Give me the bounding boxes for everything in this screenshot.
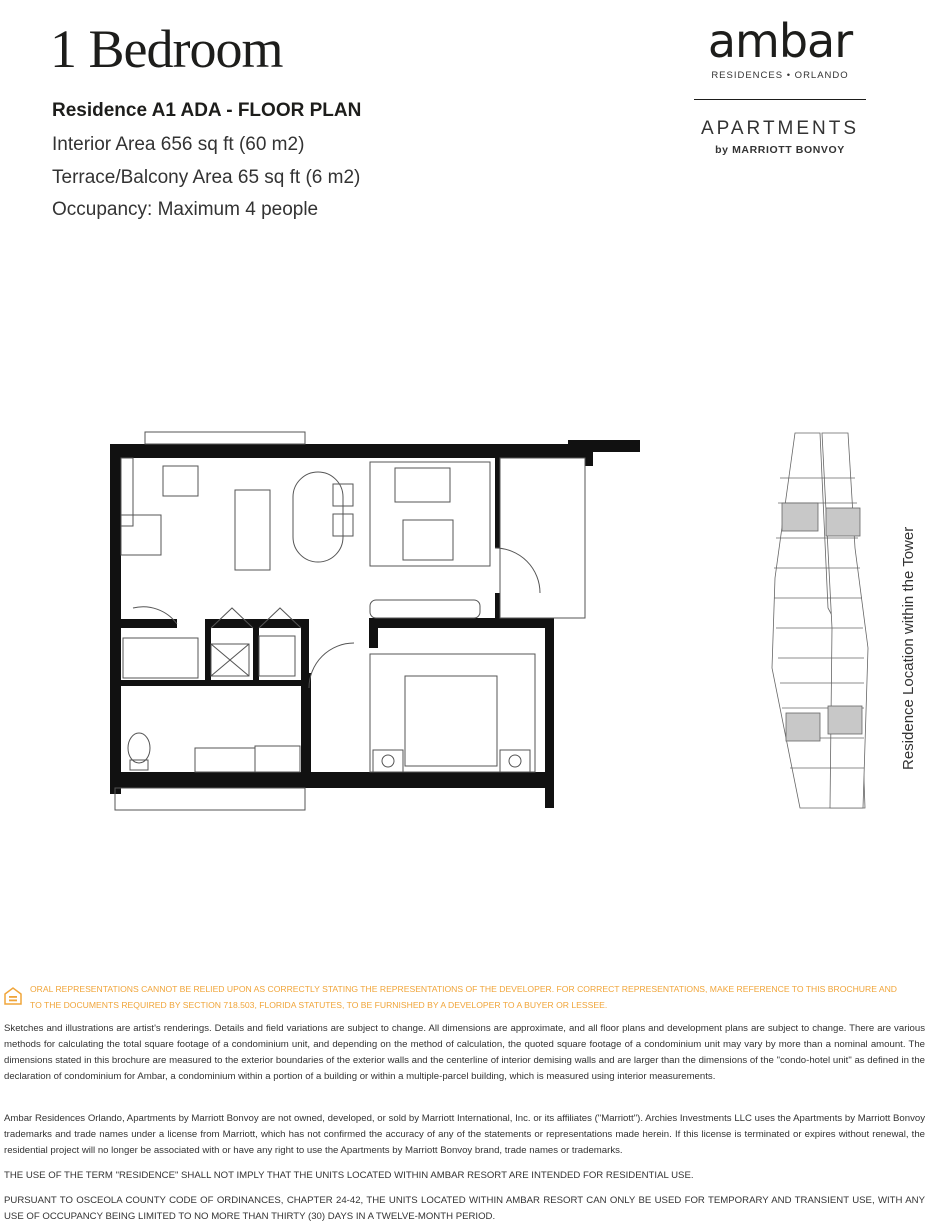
logo-by-line: by MARRIOTT BONVOY xyxy=(715,144,845,156)
kitchen-range xyxy=(163,466,198,496)
wall-closet-left xyxy=(205,628,211,683)
bottom-window xyxy=(115,788,305,810)
terrace xyxy=(500,458,585,618)
nightstand-left xyxy=(373,750,403,772)
wall-bath-top xyxy=(115,619,177,628)
bedroom-door-swing xyxy=(309,643,354,688)
bed xyxy=(405,676,497,766)
wall-top xyxy=(110,444,585,458)
highlighted-unit-upper-left xyxy=(782,503,818,531)
wall-top-right-corner xyxy=(585,452,593,466)
terrace-area: Terrace/Balcony Area 65 sq ft (6 m2) xyxy=(52,167,361,188)
coffee-table xyxy=(403,520,453,560)
wall-closet-bottom xyxy=(205,680,305,686)
tower-caption-text: Residence Location within the Tower xyxy=(900,526,917,770)
legal-paragraph-ordinance: PURSUANT TO OSCEOLA COUNTY CODE OF ORDINANCES, CHAPTER 24-42, THE UNITS LOCATED WITHIN AMBAR RESORT CAN ONLY BE USED FOR TEMPORARY AND TRANSIENT USE, WITH ANY USE OF OCCUPANCY BEING LIMITED TO NO MORE THAN THIRTY (30) DAYS IN A TWELVE-MONTH PERIOD. xyxy=(4,1195,925,1222)
closet-box-2 xyxy=(259,636,295,676)
floor-plan-drawing xyxy=(105,428,650,814)
wall-bedroom-corner xyxy=(369,618,378,648)
tower-key-plan xyxy=(760,428,890,813)
wall-living-right xyxy=(495,458,500,548)
kitchen-sink xyxy=(121,515,161,555)
legal-paragraph-license: Ambar Residences Orlando, Apartments by Marriott Bonvoy are not owned, developed, or sold by Marriott International, Inc. or its affiliates ("Marriott"). Archies Investments LLC uses the Apartments by Marriott Bonvoy trademarks and trade names under a license from Marriott, which has not confirmed the accuracy of any of the statements or representations made herein. If this license is terminated or expires without renewal, the residential project will no longer be associated with or have any right to use the Apartments by Marriott Bonvoy brand, trade names or trademarks. xyxy=(4,1113,925,1156)
armchair xyxy=(395,468,450,502)
sofa xyxy=(370,600,480,618)
living-area-rug xyxy=(370,462,490,566)
wall-top-right-stub xyxy=(568,440,640,452)
logo-wordmark: ambar xyxy=(707,14,853,68)
wall-bath-inner xyxy=(115,680,210,686)
logo-subline: RESIDENCES • ORLANDO xyxy=(711,70,849,81)
logo-apartments: APARTMENTS xyxy=(700,118,860,139)
oral-representation-line-1: ORAL REPRESENTATIONS CANNOT BE RELIED UPON AS CORRECTLY STATING THE REPRESENTATIONS OF THE DEVELOPER. FOR CORRECT REPRESENTATIONS, MAKE REFERENCE TO THIS BROCHURE AND xyxy=(30,984,897,994)
bedroom-desk xyxy=(255,746,300,772)
wall-bedroom-top xyxy=(369,618,552,628)
legal-paragraph-residence: THE USE OF THE TERM "RESIDENCE" SHALL NOT IMPLY THAT THE UNITS LOCATED WITHIN AMBAR RESORT ARE INTENDED FOR RESIDENTIAL USE. xyxy=(4,1170,694,1181)
wall-right-bedroom xyxy=(545,618,554,808)
highlighted-unit-upper-right xyxy=(826,508,860,536)
nightstand-right xyxy=(500,750,530,772)
dining-table xyxy=(293,472,343,562)
kitchen-counter-left xyxy=(121,458,133,526)
equal-housing-icon xyxy=(4,986,22,1006)
top-window xyxy=(145,432,305,444)
wall-closet-mid xyxy=(253,628,259,683)
terrace-door-swing xyxy=(495,548,540,593)
occupancy: Occupancy: Maximum 4 people xyxy=(52,199,319,220)
highlighted-unit-lower-left xyxy=(786,713,820,741)
plan-name: Residence A1 ADA - FLOOR PLAN xyxy=(52,100,362,121)
bedroom-floor xyxy=(370,654,535,772)
shower xyxy=(123,638,198,678)
oral-representation-line-2: TO THE DOCUMENTS REQUIRED BY SECTION 718.503, FLORIDA STATUTES, TO BE FURNISHED BY A DEVELOPER TO A BUYER OR LESSEE. xyxy=(30,1000,608,1010)
page-title: 1 Bedroom xyxy=(50,19,283,79)
vanity xyxy=(195,748,255,772)
wall-living-right-lower xyxy=(495,593,500,618)
legal-paragraph-sketches: Sketches and illustrations are artist's renderings. Details and field variations are subject to change. All dimensions are approximate, and all floor plans and development plans are subject to change. There are various methods for calculating the total square footage of a condominium unit, and depending on the method of calculation, the quoted square footage of a condominium unit may vary by more than a nominal amount. The dimensions stated in this brochure are measured to the exterior boundaries of the exterior walls and the centerline of interior demising walls and are larger than the dimensions of the "condo-hotel unit" as defined in the declaration of condominium for Ambar, a condominium within a portion of a building or within a multiple-parcel building, which is measured using interior measurements. xyxy=(4,1023,925,1082)
logo-divider xyxy=(694,99,866,100)
kitchen-island xyxy=(235,490,270,570)
toilet xyxy=(128,733,150,763)
wall-closet-top xyxy=(205,619,305,628)
interior-area: Interior Area 656 sq ft (60 m2) xyxy=(52,134,305,155)
wall-bottom xyxy=(110,772,550,788)
highlighted-unit-lower-right xyxy=(828,706,862,734)
